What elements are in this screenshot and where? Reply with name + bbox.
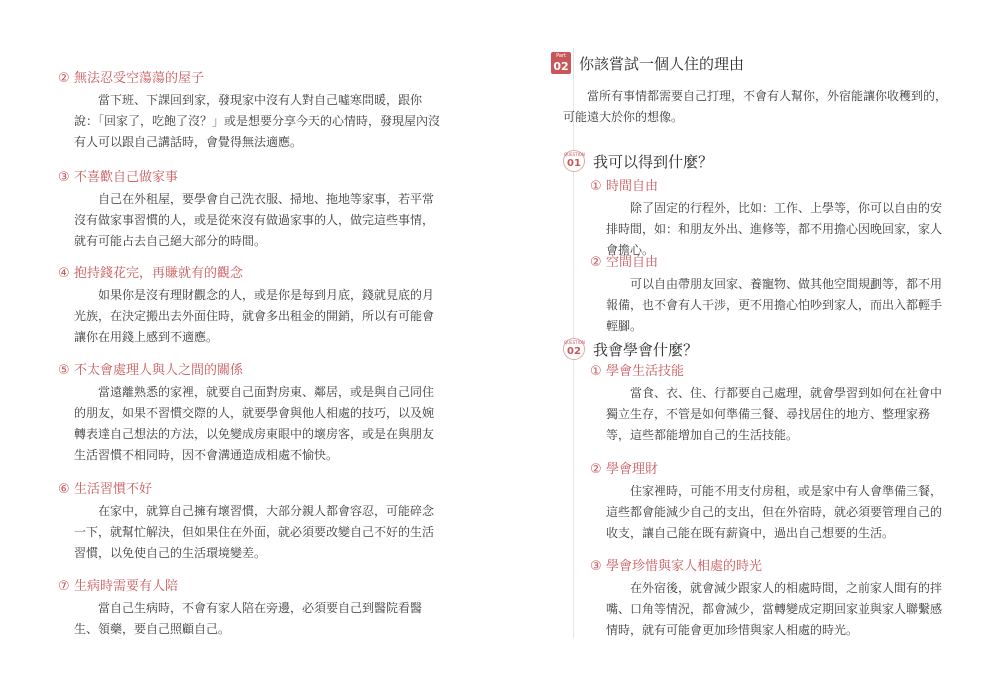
section-body bbox=[58, 90, 443, 153]
section-title bbox=[58, 481, 443, 498]
section-number: ⑥ bbox=[58, 482, 70, 497]
section-number: ① bbox=[590, 179, 602, 194]
section-title bbox=[590, 254, 952, 271]
part-title: 你該嘗試一個人住的理由 bbox=[579, 55, 745, 73]
section-finance bbox=[590, 461, 952, 544]
section-title-text: 生病時需要有人陪 bbox=[74, 579, 179, 594]
section-number: ① bbox=[590, 364, 602, 379]
section-space-freedom bbox=[590, 254, 952, 337]
section-body bbox=[58, 382, 443, 466]
part-badge-number: 02 bbox=[553, 60, 569, 73]
section-title-text: 不喜歡自己做家事 bbox=[74, 170, 179, 185]
section-relationships bbox=[58, 362, 443, 466]
question-badge bbox=[563, 338, 585, 360]
section-title-text: 學會珍惜與家人相處的時光 bbox=[606, 559, 763, 574]
part-badge-label: Part bbox=[556, 53, 566, 59]
section-number: ⑦ bbox=[58, 579, 70, 594]
section-title bbox=[58, 265, 443, 282]
section-body bbox=[590, 383, 952, 446]
section-sick-care bbox=[58, 578, 443, 640]
question-title: 我會學會什麼？ bbox=[593, 341, 699, 359]
section-paragraph: 當自己生病時，不會有家人陪在旁邊，必須要自己到醫院看醫生、領藥，要自己照顧自己。 bbox=[74, 601, 423, 636]
section-empty-house bbox=[58, 70, 443, 153]
section-life-skills bbox=[590, 363, 952, 446]
section-number: ② bbox=[590, 255, 602, 270]
section-title bbox=[58, 362, 443, 379]
question-badge bbox=[563, 150, 585, 172]
section-money-habit bbox=[58, 265, 443, 348]
section-title bbox=[58, 70, 443, 87]
section-title bbox=[590, 461, 952, 478]
section-title bbox=[590, 363, 952, 380]
section-number: ⑤ bbox=[58, 363, 70, 378]
section-family-time bbox=[590, 558, 952, 641]
section-paragraph: 在家中，就算自己擁有壞習慣，大部分親人都會容忍，可能碎念一下，就幫忙解決，但如果住在外面，就必須要改變自己不好的生活習慣，以免使自己的生活環境變差。 bbox=[74, 504, 435, 560]
section-paragraph: 當食、衣、住、行都要自己處理，就會學習到如何在社會中獨立生存，不管是如何準備三餐、尋找居住的地方、整理家務等，這些都能增加自己的生活技能。 bbox=[606, 386, 943, 442]
question-badge-number: 01 bbox=[567, 158, 581, 169]
section-title bbox=[590, 178, 952, 195]
section-title-text: 無法忍受空蕩蕩的屋子 bbox=[74, 71, 205, 86]
section-number: ③ bbox=[58, 170, 70, 185]
section-title-text: 學會理財 bbox=[606, 462, 659, 477]
section-paragraph: 當遠離熟悉的家裡，就要自己面對房東、鄰居，或是與自己同住的朋友，如果不習慣交際的人，就要學會與他人相處的技巧，以及婉轉表達自己想法的方法，以免變成房東眼中的壞房客，或是在與朋友生活習慣不相同時，因不會溝通造成相處不愉快。 bbox=[74, 385, 435, 462]
section-time-freedom bbox=[590, 178, 952, 261]
section-paragraph: 住家裡時，可能不用支付房租，或是家中有人會準備三餐，這些都會能減少自己的支出，但在外宿時，就必須要管理自己的收支，讓自己能在既有薪資中，過出自己想要的生活。 bbox=[606, 484, 943, 540]
section-body bbox=[58, 285, 443, 348]
section-paragraph: 除了固定的行程外，比如：工作、上學等，你可以自由的安排時間，如：和朋友外出、進修等，都不用擔心因晚回家，家人會擔心。 bbox=[606, 201, 943, 257]
section-body bbox=[58, 501, 443, 564]
section-title-text: 生活習慣不好 bbox=[74, 482, 153, 497]
section-body bbox=[590, 578, 952, 641]
section-body bbox=[590, 274, 952, 337]
section-body bbox=[58, 598, 443, 640]
section-body bbox=[590, 481, 952, 544]
section-number: ④ bbox=[58, 266, 70, 281]
question-badge-label: QUESTION bbox=[564, 152, 585, 157]
section-body bbox=[58, 189, 443, 252]
section-housework bbox=[58, 169, 443, 252]
section-title-text: 學會生活技能 bbox=[606, 364, 685, 379]
section-title-text: 不太會處理人與人之間的關係 bbox=[74, 363, 244, 378]
section-title-text: 抱持錢花完，再賺就有的觀念 bbox=[74, 266, 244, 281]
section-number: ② bbox=[58, 71, 70, 86]
section-body bbox=[590, 198, 952, 261]
section-title bbox=[58, 169, 443, 186]
section-title-text: 空間自由 bbox=[606, 255, 659, 270]
section-title bbox=[58, 578, 443, 595]
section-paragraph: 可以自由帶朋友回家、養寵物、做其他空間規劃等，都不用報備，也不會有人干涉，更不用擔心怕吵到家人，而出入都輕手輕腳。 bbox=[606, 277, 943, 333]
section-title-text: 時間自由 bbox=[606, 179, 659, 194]
question-badge-label: QUESTION bbox=[564, 340, 585, 345]
part-badge bbox=[551, 52, 571, 74]
section-paragraph: 當下班、下課回到家，發現家中沒有人對自己噓寒問暖，跟你說：「回家了，吃飽了沒？」或是想要分享今天的心情時，發現屋內沒有人可以跟自己講話時，會覺得無法適應。 bbox=[74, 93, 441, 149]
section-number: ② bbox=[590, 462, 602, 477]
part-intro: 當所有事情都需要自己打理，不會有人幫你，外宿能讓你收穫到的，可能遠大於你的想像。 bbox=[563, 89, 948, 124]
section-paragraph: 自己在外租屋，要學會自己洗衣服、掃地、拖地等家事，若平常沒有做家事習慣的人，或是從來沒有做過家事的人，做完這些事情，就有可能占去自己絕大部分的時間。 bbox=[74, 192, 435, 248]
section-number: ③ bbox=[590, 559, 602, 574]
question-badge-number: 02 bbox=[567, 346, 581, 357]
section-paragraph: 如果你是沒有理財觀念的人，或是你是每到月底，錢就見底的月光族，在決定搬出去外面住時，就會多出租金的開銷，所以有可能會讓你在用錢上感到不適應。 bbox=[74, 288, 435, 344]
section-title bbox=[590, 558, 952, 575]
section-paragraph: 在外宿後，就會減少跟家人的相處時間，之前家人間有的拌嘴、口角等情況，都會減少，當轉變成定期回家並與家人聯繫感情時，就有可能會更加珍惜與家人相處的時光。 bbox=[606, 581, 943, 637]
section-bad-habits bbox=[58, 481, 443, 564]
question-title: 我可以得到什麼？ bbox=[593, 153, 714, 171]
